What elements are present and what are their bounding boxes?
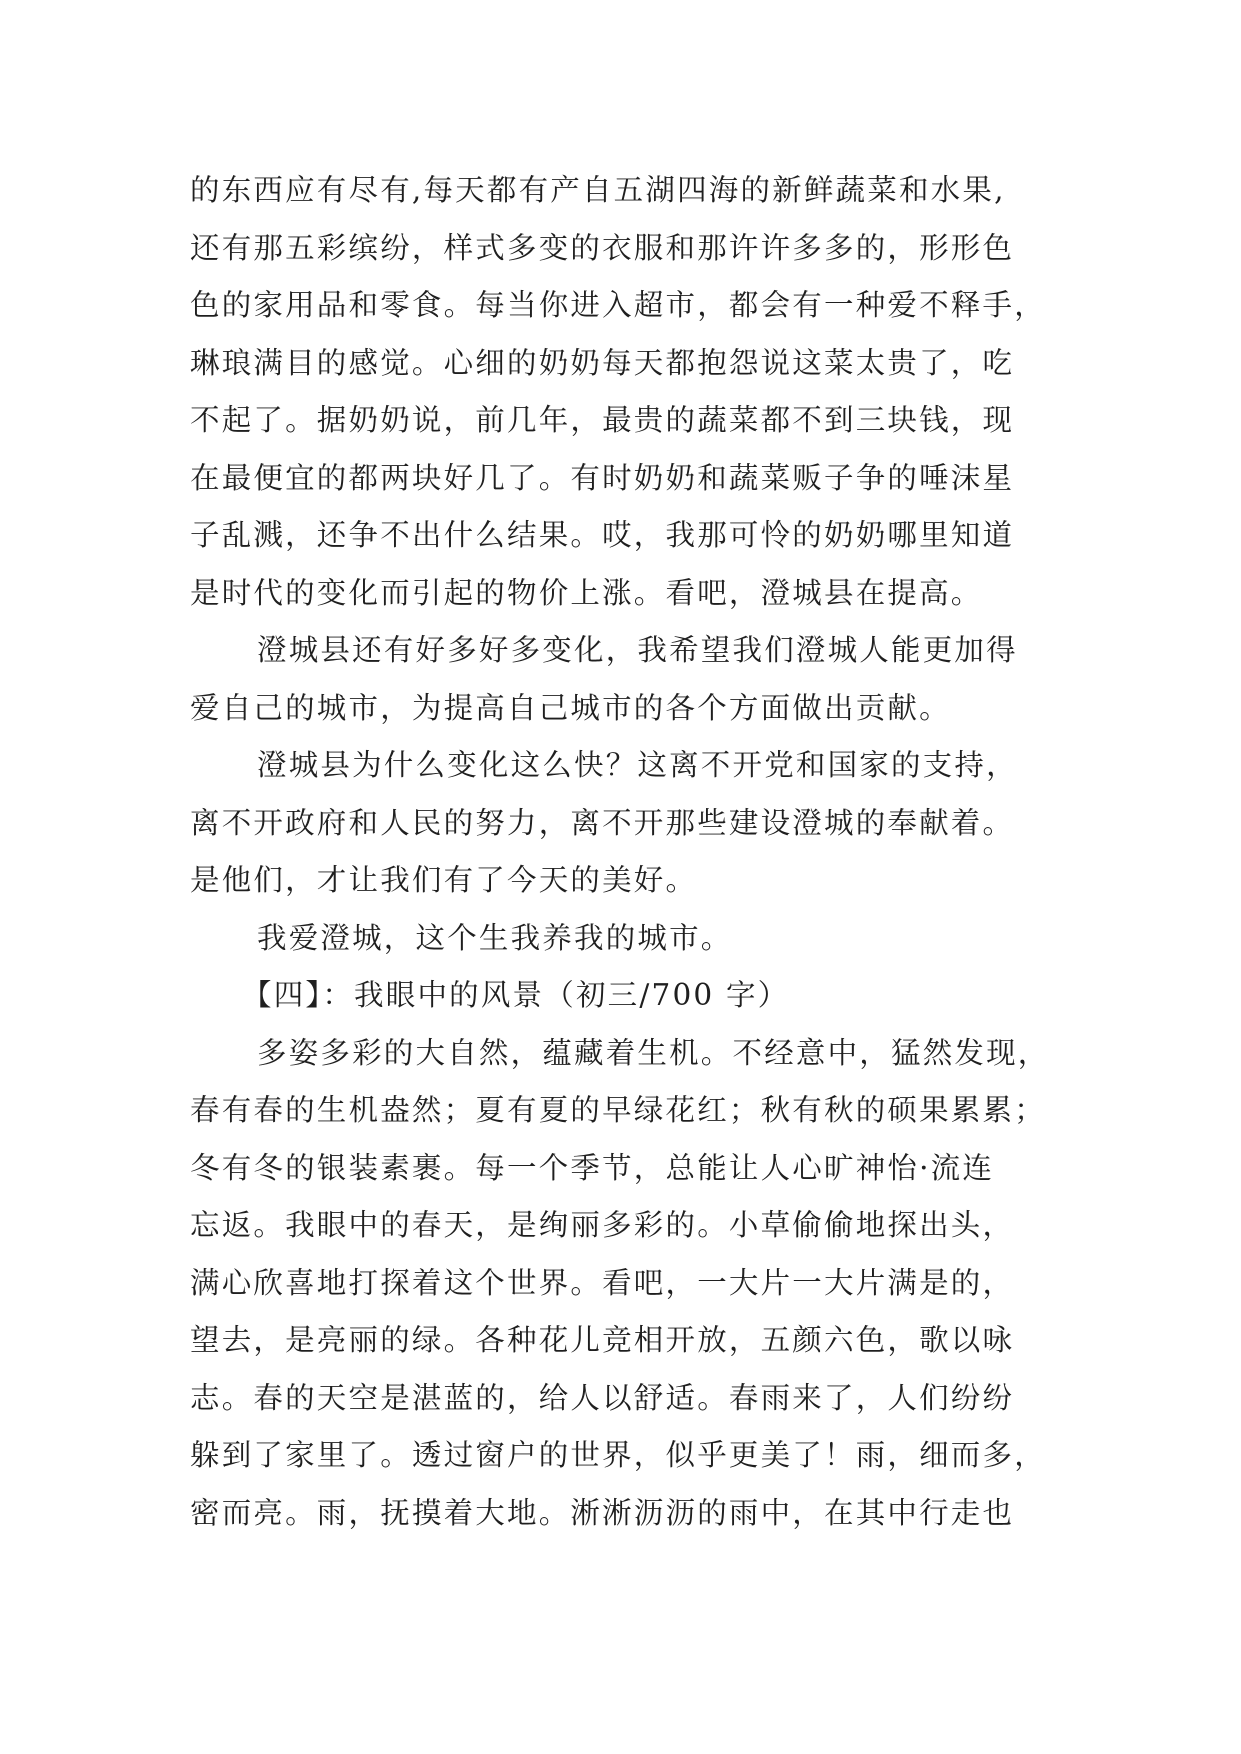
text-line: 琳琅满目的感觉。心细的奶奶每天都抱怨说这菜太贵了，吃 (190, 345, 1015, 380)
text-line: 冬有冬的银装素裹。每一个季节，总能让人心旷神怡·流连 (190, 1150, 995, 1185)
text-line: 色的家用品和零食。每当你进入超市，都会有一种爱不释手， (190, 288, 1046, 322)
text-line: 子乱溅，还争不出什么结果。哎，我那可怜的奶奶哪里知道 (190, 518, 1015, 552)
paragraph-start-line: 澄城县为什么变化这么快？这离不开党和国家的支持， (257, 748, 1018, 782)
text-line: 还有那五彩缤纷，样式多变的衣服和那许许多多的，形形色 (190, 230, 1015, 265)
text-line: 的东西应有尽有,每天都有产自五湖四海的新鲜蔬菜和水果, (190, 173, 1006, 207)
paragraph-start-line: 我爱澄城，这个生我养我的城市。 (257, 920, 733, 955)
text-line: 满心欣喜地打探着这个世界。看吧，一大片一大片满是的， (190, 1265, 1015, 1300)
text-line: 不起了。据奶奶说，前几年，最贵的蔬菜都不到三块钱，现 (190, 403, 1015, 437)
body-text (190, 162, 1090, 1542)
text-line: 在最便宜的都两块好几了。有时奶奶和蔬菜贩子争的唾沫星 (190, 460, 1015, 495)
text-line: 密而亮。雨，抚摸着大地。淅淅沥沥的雨中，在其中行走也 (190, 1495, 1015, 1530)
paragraph-start-line: 多姿多彩的大自然，蕴藏着生机。不经意中，猛然发现， (257, 1035, 1050, 1070)
text-line: 忘返。我眼中的春天，是绚丽多彩的。小草偷偷地探出头， (190, 1208, 1015, 1242)
text-line: 是时代的变化而引起的物价上涨。看吧，澄城县在提高。 (190, 575, 983, 610)
text-line: 春有春的生机盎然；夏有夏的早绿花红；秋有秋的硕果累累； (190, 1093, 1046, 1127)
text-line: 离不开政府和人民的努力，离不开那些建设澄城的奉献着。 (190, 805, 1015, 840)
text-line: 是他们，才让我们有了今天的美好。 (190, 863, 698, 897)
text-line: 躲到了家里了。透过窗户的世界，似乎更美了！雨，细而多， (190, 1438, 1046, 1472)
section-heading: 【四】：我眼中的风景（初三/700 字） (242, 978, 790, 1012)
text-line: 爱自己的城市，为提高自己城市的各个方面做出贡献。 (190, 690, 951, 725)
paragraph-start-line: 澄城县还有好多好多变化，我希望我们澄城人能更加得 (257, 633, 1018, 667)
text-line: 望去，是亮丽的绿。各种花儿竞相开放，五颜六色，歌以咏 (190, 1323, 1015, 1357)
text-line: 志。春的天空是湛蓝的，给人以舒适。春雨来了，人们纷纷 (190, 1380, 1015, 1415)
